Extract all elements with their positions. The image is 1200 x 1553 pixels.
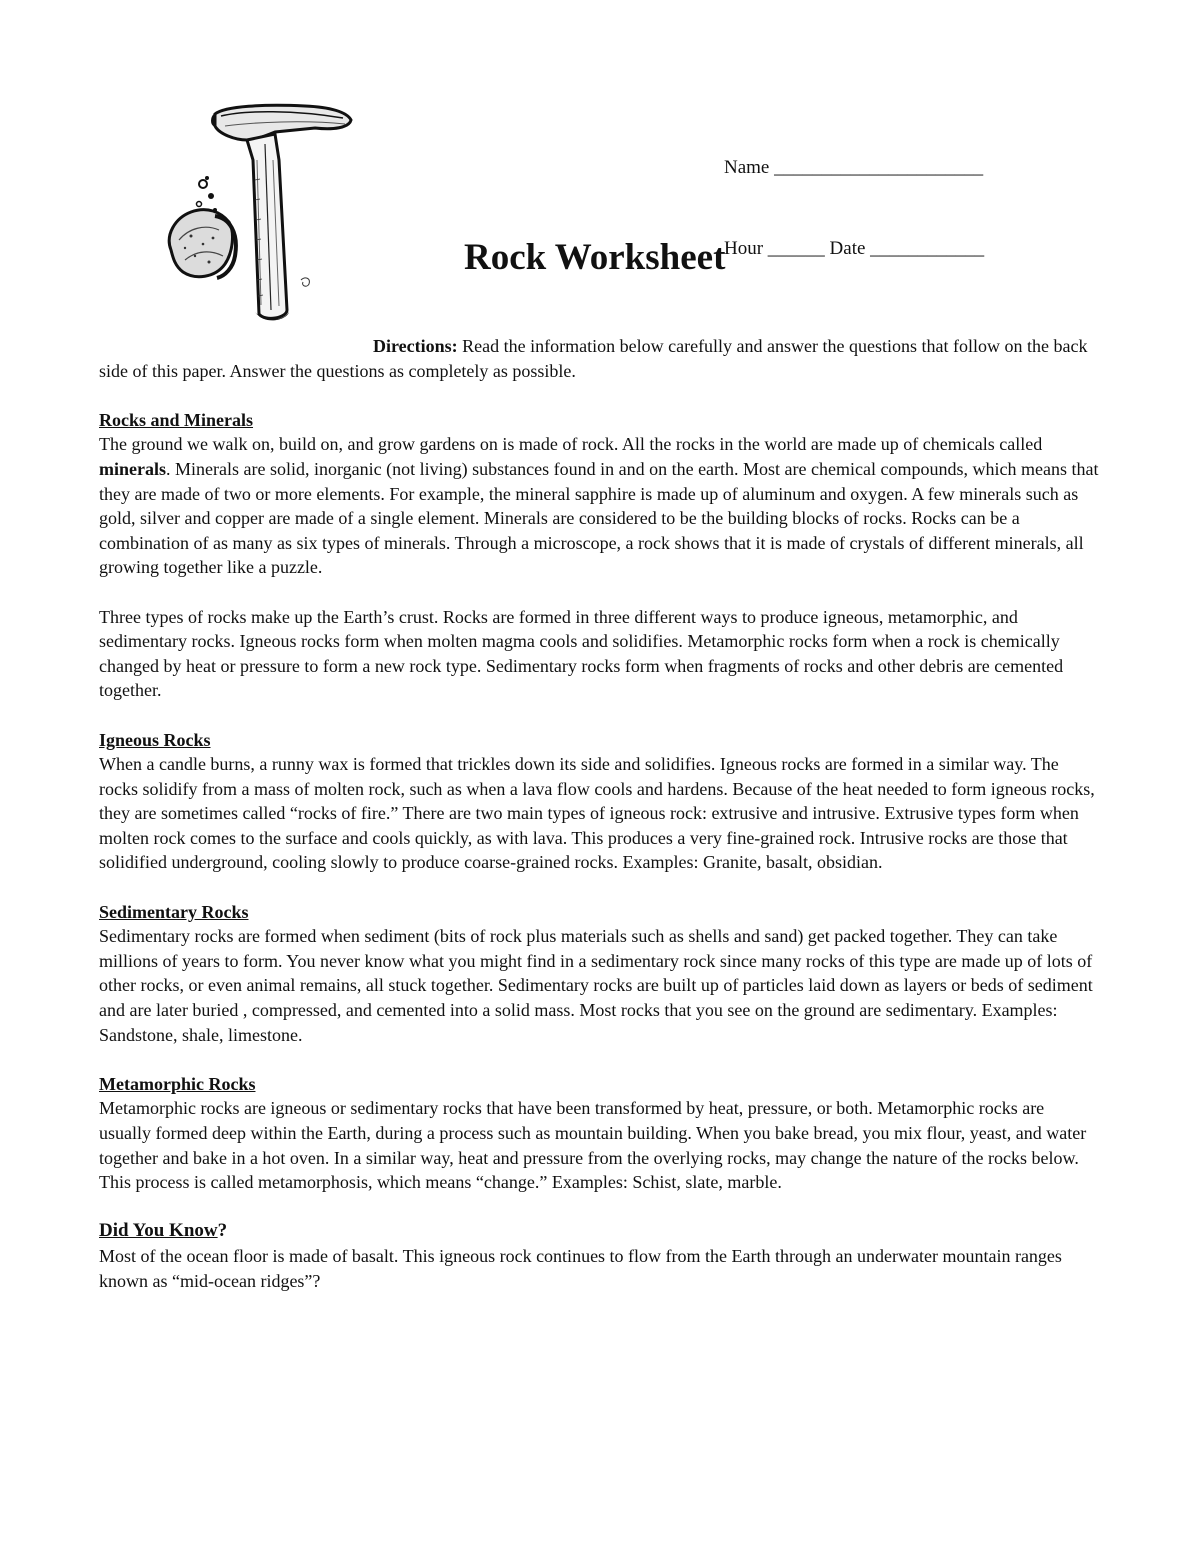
- spacer: [99, 1195, 1099, 1220]
- page-title: Rock Worksheet: [464, 237, 726, 278]
- rocks-minerals-text-b: . Minerals are solid, inorganic (not living) substances found in and on the earth. Most are chemical compounds, which means that they are made of two or more elements. For example, the mineral sapphire is made up of aluminum and oxygen. A few minerals such as gold, silver and copper are made of a single element. Minerals are considered to be the building blocks of rocks. Rocks can be a combination of as many as six types of minerals. Through a microscope, a rock shows that it is made of crystals of different minerals, all growing together like a puzzle.: [99, 458, 1099, 578]
- did-you-know-paragraph: Most of the ocean floor is made of basalt. This igneous rock continues to flow from the Earth through an underwater mountain ranges known as “mid-ocean ridges”?: [99, 1245, 1062, 1291]
- rocks-minerals-paragraph-1: [99, 432, 1099, 580]
- student-info-block: [724, 100, 984, 316]
- section-did-you-know: [99, 1219, 1099, 1293]
- section-metamorphic-rocks: [99, 1072, 1099, 1195]
- section-heading-rocks-and-minerals: Rocks and Minerals: [99, 409, 254, 430]
- igneous-paragraph: When a candle burns, a runny wax is formed that trickles down its side and solidifies. Igneous rocks are formed in a similar way. The rocks solidify from a mass of molten rock, such as when a lava flow cools and hardens. Because of the heat needed to form igneous rocks, they are sometimes called “rocks of fire.” There are two main types of igneous rock: extrusive and intrusive. Extrusive types form when molten rock comes to the surface and cools quickly, as with lava. This produces a very fine-grained rock. Intrusive rocks are those that solidified underground, cooling slowly to produce coarse-grained rocks. Examples: Granite, basalt, obsidian.: [99, 754, 1095, 873]
- spacer: [99, 383, 1099, 408]
- directions-label: Directions:: [373, 336, 458, 356]
- section-heading-igneous-rocks: Igneous Rocks: [99, 729, 211, 750]
- directions-paragraph: [99, 334, 1099, 383]
- hour-date-line[interactable]: Hour ______ Date ____________: [724, 238, 985, 259]
- section-heading-sedimentary-rocks: Sedimentary Rocks: [99, 901, 249, 922]
- spacer: [99, 1047, 1099, 1072]
- section-igneous-rocks: [99, 728, 1099, 876]
- directions-text: Read the information below carefully and answer the questions that follow on the back side of this paper. Answer the questions as completely as possible.: [99, 336, 1088, 381]
- did-you-know-heading-text: Did You Know: [99, 1220, 218, 1242]
- did-you-know-question-mark: ?: [217, 1220, 228, 1242]
- name-line[interactable]: Name ______________________: [724, 157, 984, 178]
- spacer: [99, 875, 1099, 900]
- rock-hammer-illustration: [155, 100, 365, 330]
- spacer: [99, 580, 1099, 605]
- rocks-minerals-text-a: The ground we walk on, build on, and grow gardens on is made of rock. All the rocks in the world are made up of chemicals called: [99, 434, 1043, 455]
- metamorphic-paragraph: Metamorphic rocks are igneous or sedimentary rocks that have been transformed by heat, pressure, or both. Metamorphic rocks are usually formed deep within the Earth, during a process such as mountain building. When you bake bread, you mix flour, yeast, and water together and bake in a hot oven. In a similar way, heat and pressure from the overlying rocks, may change the nature of the rocks below. This process is called metamorphosis, which means “change.” Examples: Schist, slate, marble.: [99, 1098, 1087, 1193]
- section-rocks-and-minerals: [99, 408, 1099, 703]
- rocks-minerals-paragraph-2: Three types of rocks make up the Earth’s crust. Rocks are formed in three different ways to produce igneous, metamorphic, and sedimentary rocks. Igneous rocks form when molten magma cools and solidifies. Metamorphic rocks form when a rock is chemically changed by heat or pressure to form a new rock type. Sedimentary rocks form when fragments of rocks and other debris are cemented together.: [99, 606, 1064, 701]
- section-heading-metamorphic-rocks: Metamorphic Rocks: [99, 1073, 256, 1094]
- section-sedimentary-rocks: [99, 900, 1099, 1048]
- section-heading-did-you-know: [99, 1219, 1099, 1244]
- sedimentary-paragraph: Sedimentary rocks are formed when sediment (bits of rock plus materials such as shells and sand) get packed together. They can take millions of years to form. You never know what you might find in a sedimentary rock since many rocks of this type are made up of lots of other rocks, or even animal remains, all stuck together. Sedimentary rocks are built up of particles laid down as layers or beds of sediment and are later buried , compressed, and cemented into a solid mass. Most rocks that you see on the ground are sedimentary. Examples: Sandstone, shale, limestone.: [99, 926, 1093, 1045]
- worksheet-body: [99, 334, 1099, 1293]
- spacer: [99, 703, 1099, 728]
- minerals-term: minerals: [99, 458, 166, 479]
